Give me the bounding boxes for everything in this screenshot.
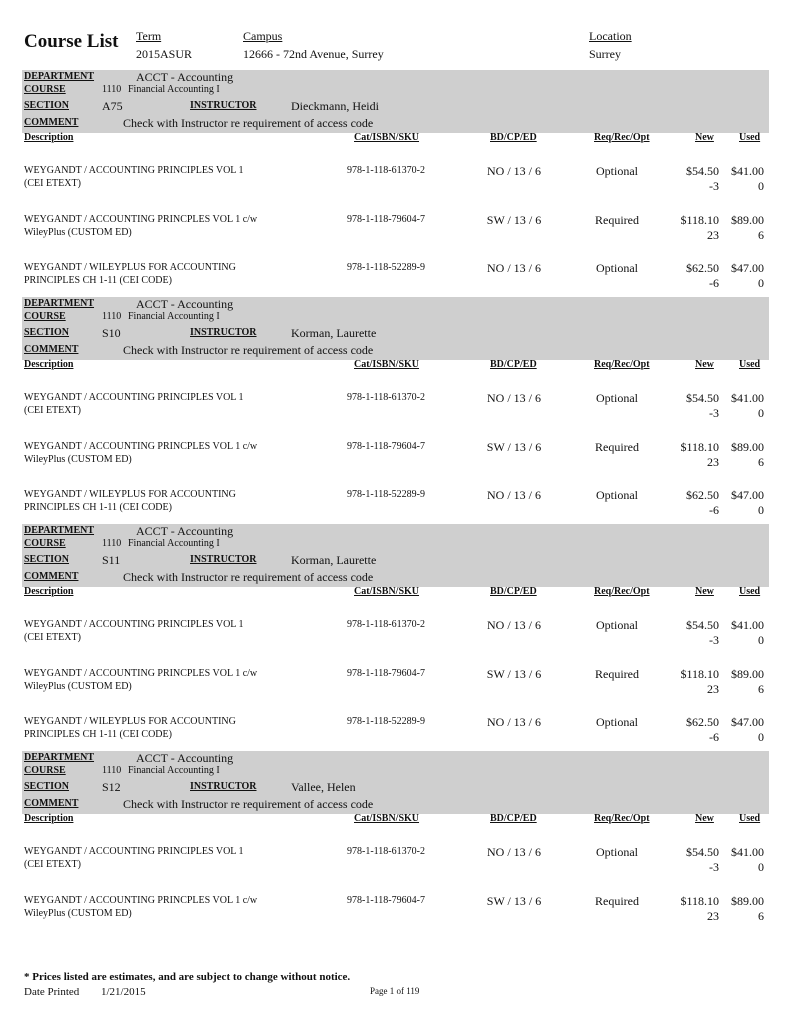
- comment-label: COMMENT: [24, 344, 79, 355]
- book-row: [0, 716, 791, 756]
- book-binding: NO / 13 / 6: [487, 391, 541, 405]
- department-value: ACCT - Accounting: [136, 751, 234, 765]
- col-req-rec-opt: Req/Rec/Opt: [594, 813, 650, 824]
- book-title-line2: WileyPlus (CUSTOM ED): [24, 681, 132, 692]
- book-row: [0, 619, 791, 659]
- section-code: S12: [102, 780, 121, 794]
- qty-used: 6: [758, 682, 764, 696]
- qty-new: -3: [709, 406, 719, 420]
- qty-used: 6: [758, 909, 764, 923]
- qty-new: -6: [709, 503, 719, 517]
- price-new: $54.50: [686, 845, 719, 859]
- book-title-line1: WEYGANDT / WILEYPLUS FOR ACCOUNTING: [24, 716, 236, 727]
- book-title-line1: WEYGANDT / ACCOUNTING PRINCIPLES VOL 1: [24, 619, 244, 630]
- location-value: Surrey: [589, 47, 621, 61]
- course-name: Financial Accounting I: [128, 538, 220, 549]
- course-number: 1110: [102, 765, 122, 776]
- book-isbn: 978-1-118-52289-9: [347, 716, 425, 727]
- qty-used: 0: [758, 406, 764, 420]
- book-row: [0, 895, 791, 935]
- book-title-line1: WEYGANDT / ACCOUNTING PRINCPLES VOL 1 c/w: [24, 668, 258, 679]
- course-number: 1110: [102, 538, 122, 549]
- price-new: $62.50: [686, 261, 719, 275]
- course-section: [0, 524, 791, 751]
- instructor-label: INSTRUCTOR: [190, 100, 257, 111]
- instructor-label: INSTRUCTOR: [190, 781, 257, 792]
- term-value: 2015ASUR: [136, 47, 193, 61]
- book-row: [0, 214, 791, 254]
- book-row: [0, 165, 791, 205]
- qty-new: -3: [709, 860, 719, 874]
- col-used: Used: [739, 586, 761, 597]
- comment-label: COMMENT: [24, 571, 79, 582]
- book-title-line2: PRINCIPLES CH 1-11 (CEI CODE): [24, 729, 172, 740]
- col-used: Used: [739, 359, 761, 370]
- course-name: Financial Accounting I: [128, 84, 220, 95]
- col-bd-cp-ed: BD/CP/ED: [490, 586, 537, 597]
- price-used: $89.00: [731, 440, 764, 454]
- book-binding: SW / 13 / 6: [486, 667, 542, 681]
- col-new: New: [695, 132, 714, 143]
- book-isbn: 978-1-118-61370-2: [347, 392, 425, 403]
- course-name: Financial Accounting I: [128, 765, 220, 776]
- qty-used: 6: [758, 228, 764, 242]
- comment-label: COMMENT: [24, 117, 79, 128]
- price-new: $54.50: [686, 618, 719, 632]
- qty-used: 6: [758, 455, 764, 469]
- book-binding: SW / 13 / 6: [486, 894, 542, 908]
- book-title-line1: WEYGANDT / ACCOUNTING PRINCPLES VOL 1 c/w: [24, 214, 258, 225]
- col-cat-isbn: Cat/ISBN/SKU: [354, 132, 420, 143]
- price-used: $47.00: [731, 715, 764, 729]
- book-row: [0, 262, 791, 302]
- book-isbn: 978-1-118-79604-7: [347, 895, 425, 906]
- campus-label: Campus: [243, 29, 283, 43]
- instructor-name: Dieckmann, Heidi: [291, 99, 379, 113]
- comment-text: Check with Instructor re requirement of access code: [123, 797, 374, 811]
- book-requirement: Optional: [596, 391, 638, 405]
- section-label: SECTION: [24, 554, 70, 565]
- section-code: A75: [102, 99, 123, 113]
- date-printed-label: Date Printed: [24, 986, 80, 998]
- book-title-line1: WEYGANDT / ACCOUNTING PRINCIPLES VOL 1: [24, 392, 244, 403]
- course-label: COURSE: [24, 311, 66, 322]
- book-title-line2: (CEI ETEXT): [24, 859, 81, 870]
- price-new: $62.50: [686, 488, 719, 502]
- comment-text: Check with Instructor re requirement of access code: [123, 116, 374, 130]
- col-cat-isbn: Cat/ISBN/SKU: [354, 359, 420, 370]
- department-label: DEPARTMENT: [24, 525, 95, 536]
- qty-used: 0: [758, 633, 764, 647]
- price-new: $118.10: [680, 440, 719, 454]
- location-label: Location: [589, 29, 632, 43]
- book-binding: NO / 13 / 6: [487, 618, 541, 632]
- book-row: [0, 489, 791, 529]
- department-label: DEPARTMENT: [24, 752, 95, 763]
- book-requirement: Optional: [596, 488, 638, 502]
- course-name: Financial Accounting I: [128, 311, 220, 322]
- book-title-line2: WileyPlus (CUSTOM ED): [24, 454, 132, 465]
- book-requirement: Required: [595, 440, 639, 454]
- section-label: SECTION: [24, 327, 70, 338]
- qty-used: 0: [758, 179, 764, 193]
- col-req-rec-opt: Req/Rec/Opt: [594, 586, 650, 597]
- comment-text: Check with Instructor re requirement of access code: [123, 570, 374, 584]
- course-section: [0, 751, 791, 978]
- book-row: [0, 846, 791, 886]
- col-description: Description: [24, 132, 74, 143]
- book-binding: NO / 13 / 6: [487, 261, 541, 275]
- course-label: COURSE: [24, 84, 66, 95]
- book-title-line1: WEYGANDT / ACCOUNTING PRINCPLES VOL 1 c/w: [24, 441, 258, 452]
- price-used: $89.00: [731, 213, 764, 227]
- book-binding: NO / 13 / 6: [487, 488, 541, 502]
- book-requirement: Required: [595, 667, 639, 681]
- col-new: New: [695, 813, 714, 824]
- book-isbn: 978-1-118-52289-9: [347, 262, 425, 273]
- book-title-line2: (CEI ETEXT): [24, 632, 81, 643]
- col-new: New: [695, 586, 714, 597]
- price-used: $41.00: [731, 391, 764, 405]
- page-info: Page 1 of 119: [370, 986, 420, 996]
- col-req-rec-opt: Req/Rec/Opt: [594, 132, 650, 143]
- instructor-name: Vallee, Helen: [291, 780, 356, 794]
- book-isbn: 978-1-118-61370-2: [347, 846, 425, 857]
- book-row: [0, 392, 791, 432]
- department-label: DEPARTMENT: [24, 71, 95, 82]
- qty-used: 0: [758, 860, 764, 874]
- book-binding: SW / 13 / 6: [486, 213, 542, 227]
- price-new: $118.10: [680, 213, 719, 227]
- department-value: ACCT - Accounting: [136, 297, 234, 311]
- qty-new: 23: [707, 228, 719, 242]
- course-label: COURSE: [24, 765, 66, 776]
- book-row: [0, 441, 791, 481]
- col-req-rec-opt: Req/Rec/Opt: [594, 359, 650, 370]
- book-requirement: Optional: [596, 164, 638, 178]
- section-code: S11: [102, 553, 121, 567]
- book-isbn: 978-1-118-61370-2: [347, 165, 425, 176]
- price-new: $118.10: [680, 667, 719, 681]
- campus-value: 12666 - 72nd Avenue, Surrey: [243, 47, 384, 61]
- book-title-line1: WEYGANDT / ACCOUNTING PRINCPLES VOL 1 c/w: [24, 895, 258, 906]
- book-isbn: 978-1-118-52289-9: [347, 489, 425, 500]
- price-new: $118.10: [680, 894, 719, 908]
- col-description: Description: [24, 813, 74, 824]
- book-binding: SW / 13 / 6: [486, 440, 542, 454]
- course-number: 1110: [102, 311, 122, 322]
- qty-new: -6: [709, 276, 719, 290]
- qty-new: -6: [709, 730, 719, 744]
- comment-label: COMMENT: [24, 798, 79, 809]
- col-cat-isbn: Cat/ISBN/SKU: [354, 586, 420, 597]
- instructor-name: Korman, Laurette: [291, 326, 377, 340]
- comment-text: Check with Instructor re requirement of access code: [123, 343, 374, 357]
- col-used: Used: [739, 813, 761, 824]
- book-binding: NO / 13 / 6: [487, 715, 541, 729]
- qty-new: 23: [707, 455, 719, 469]
- price-new: $54.50: [686, 164, 719, 178]
- price-used: $41.00: [731, 164, 764, 178]
- book-binding: NO / 13 / 6: [487, 164, 541, 178]
- price-used: $47.00: [731, 261, 764, 275]
- qty-new: -3: [709, 633, 719, 647]
- col-bd-cp-ed: BD/CP/ED: [490, 813, 537, 824]
- page-title: Course List: [24, 31, 119, 52]
- price-used: $41.00: [731, 618, 764, 632]
- book-title-line2: WileyPlus (CUSTOM ED): [24, 227, 132, 238]
- price-used: $47.00: [731, 488, 764, 502]
- instructor-name: Korman, Laurette: [291, 553, 377, 567]
- price-disclaimer: * Prices listed are estimates, and are subject to change without notice.: [24, 971, 351, 983]
- course-section: [0, 70, 791, 297]
- price-used: $89.00: [731, 894, 764, 908]
- book-title-line2: (CEI ETEXT): [24, 405, 81, 416]
- book-requirement: Optional: [596, 261, 638, 275]
- book-requirement: Optional: [596, 715, 638, 729]
- term-label: Term: [136, 29, 162, 43]
- course-label: COURSE: [24, 538, 66, 549]
- department-value: ACCT - Accounting: [136, 70, 234, 84]
- book-requirement: Required: [595, 894, 639, 908]
- price-new: $62.50: [686, 715, 719, 729]
- department-value: ACCT - Accounting: [136, 524, 234, 538]
- book-title-line1: WEYGANDT / WILEYPLUS FOR ACCOUNTING: [24, 489, 236, 500]
- book-title-line2: WileyPlus (CUSTOM ED): [24, 908, 132, 919]
- col-used: Used: [739, 132, 761, 143]
- book-isbn: 978-1-118-79604-7: [347, 668, 425, 679]
- book-isbn: 978-1-118-79604-7: [347, 441, 425, 452]
- department-label: DEPARTMENT: [24, 298, 95, 309]
- qty-new: 23: [707, 909, 719, 923]
- book-requirement: Required: [595, 213, 639, 227]
- price-new: $54.50: [686, 391, 719, 405]
- section-label: SECTION: [24, 100, 70, 111]
- qty-new: -3: [709, 179, 719, 193]
- book-title-line1: WEYGANDT / ACCOUNTING PRINCIPLES VOL 1: [24, 846, 244, 857]
- instructor-label: INSTRUCTOR: [190, 327, 257, 338]
- price-used: $41.00: [731, 845, 764, 859]
- section-label: SECTION: [24, 781, 70, 792]
- book-isbn: 978-1-118-79604-7: [347, 214, 425, 225]
- book-requirement: Optional: [596, 618, 638, 632]
- price-used: $89.00: [731, 667, 764, 681]
- qty-new: 23: [707, 682, 719, 696]
- book-title-line2: (CEI ETEXT): [24, 178, 81, 189]
- instructor-label: INSTRUCTOR: [190, 554, 257, 565]
- book-requirement: Optional: [596, 845, 638, 859]
- course-section: [0, 297, 791, 524]
- date-printed-value: 1/21/2015: [101, 986, 146, 998]
- course-number: 1110: [102, 84, 122, 95]
- book-title-line2: PRINCIPLES CH 1-11 (CEI CODE): [24, 502, 172, 513]
- col-description: Description: [24, 359, 74, 370]
- book-isbn: 978-1-118-61370-2: [347, 619, 425, 630]
- col-bd-cp-ed: BD/CP/ED: [490, 359, 537, 370]
- book-title-line1: WEYGANDT / WILEYPLUS FOR ACCOUNTING: [24, 262, 236, 273]
- qty-used: 0: [758, 503, 764, 517]
- qty-used: 0: [758, 730, 764, 744]
- book-title-line2: PRINCIPLES CH 1-11 (CEI CODE): [24, 275, 172, 286]
- col-description: Description: [24, 586, 74, 597]
- qty-used: 0: [758, 276, 764, 290]
- book-row: [0, 668, 791, 708]
- col-new: New: [695, 359, 714, 370]
- section-code: S10: [102, 326, 121, 340]
- col-cat-isbn: Cat/ISBN/SKU: [354, 813, 420, 824]
- col-bd-cp-ed: BD/CP/ED: [490, 132, 537, 143]
- book-title-line1: WEYGANDT / ACCOUNTING PRINCIPLES VOL 1: [24, 165, 244, 176]
- book-binding: NO / 13 / 6: [487, 845, 541, 859]
